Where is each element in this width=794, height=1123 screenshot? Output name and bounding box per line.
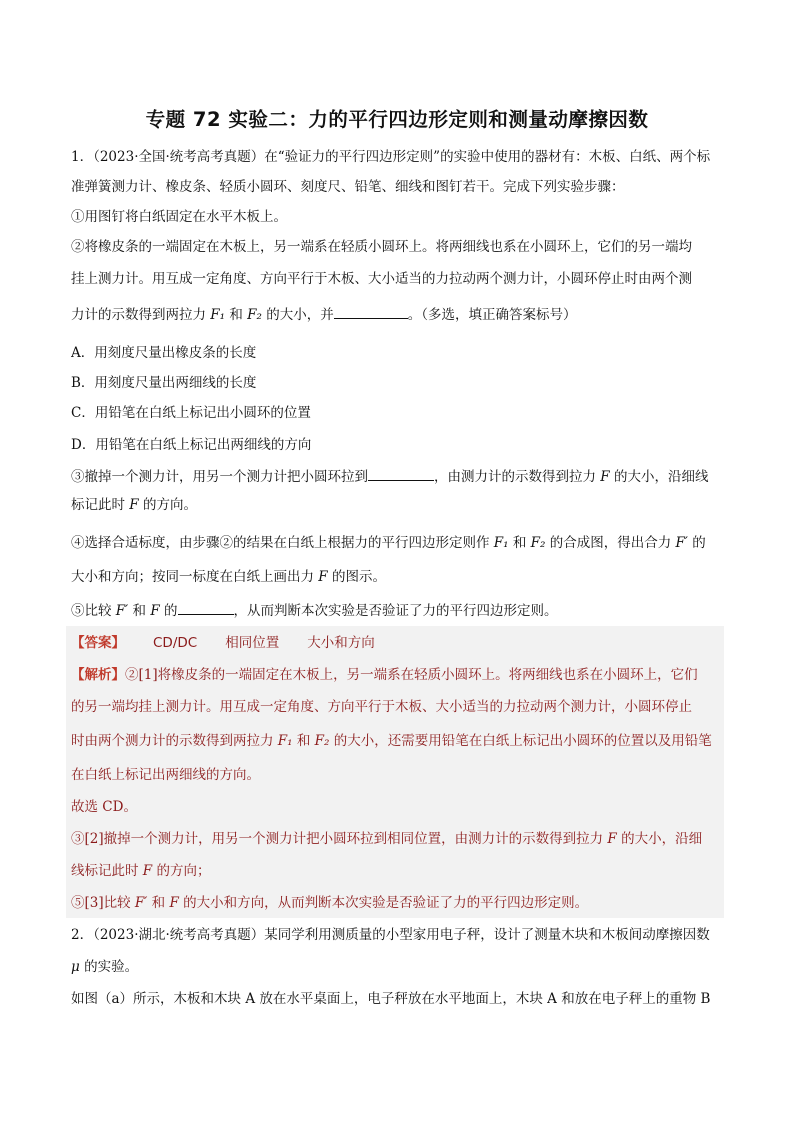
answer-blank-2[interactable]: [368, 466, 434, 481]
q1-step-4-line-2: 大小和方向；按同一标度在白纸上画出力 F 的图示。: [71, 569, 386, 585]
answer-item-3: 大小和方向: [307, 635, 375, 651]
var-f2: F₂: [247, 307, 262, 323]
option-c: C．用铅笔在白纸上标记出小圆环的位置: [71, 405, 311, 421]
analysis-line-3: 时由两个测力计的示数得到两拉力 F₁ 和 F₂ 的大小，还需要用铅笔在白纸上标记出小圆环的位置以及用铅笔: [71, 733, 712, 749]
analysis-line-5: 故选 CD。: [71, 799, 137, 815]
q2-line-2: μ 的实验。: [71, 959, 139, 975]
q2-line-3: 如图（a）所示，木板和木块 A 放在水平桌面上，电子秤放在水平地面上，木块 A 和放在电子秤上的重物 B: [71, 991, 711, 1007]
var-f1: F₁: [210, 307, 226, 323]
analysis-line-2: 的另一端均挂上测力计。用互成一定角度、方向平行于木板、大小适当的力拉动两个测力计，小圆环停止: [71, 699, 692, 715]
analysis-line-8: ⑤[3]比较 F′ 和 F 的大小和方向，从而判断本次实验是否验证了力的平行四边形定则。: [71, 895, 589, 911]
answer-blank-3[interactable]: [178, 600, 234, 615]
page-title: 专题 72 实验二：力的平行四边形定则和测量动摩擦因数: [145, 108, 649, 131]
answer-tag: 【答案】: [71, 635, 125, 651]
option-d: D．用铅笔在白纸上标记出两细线的方向: [71, 437, 312, 453]
q1-step-2-line-3: 力计的示数得到两拉力 F₁ 和 F₂ 的大小，并 。（多选，填正确答案标号）: [71, 304, 731, 324]
q1-step-2-line-2: 挂上测力计。用互成一定角度、方向平行于木板、大小适当的力拉动两个测力计，小圆环停止时由两个测: [71, 271, 692, 287]
var-mu: μ: [71, 959, 80, 975]
q1-step-5: ⑤比较 F′ 和 F 的 ，从而判断本次实验是否验证了力的平行四边形定则。: [71, 600, 731, 620]
analysis-line-6: ③[2]撤掉一个测力计，用另一个测力计把小圆环拉到相同位置，由测力计的示数得到拉力 F 的大小，沿细: [71, 831, 703, 847]
q1-step-3-line-1: ③撤掉一个测力计，用另一个测力计把小圆环拉到 ，由测力计的示数得到拉力 F 的大小，沿细线: [71, 466, 731, 486]
q1-step-3-line-2: 标记此时 F 的方向。: [71, 497, 197, 513]
q1-step-4-line-1: ④选择合适标度，由步骤②的结果在白纸上根据力的平行四边形定则作 F₁ 和 F₂ 的合成图，得出合力 F′ 的: [71, 535, 706, 551]
analysis-line-7: 线标记此时 F 的方向；: [71, 863, 211, 879]
q2-line-1: 2．（2023·湖北·统考高考真题）某同学利用测质量的小型家用电子秤，设计了测量木块和木板间动摩擦因数: [71, 927, 710, 943]
q1-line-1: 1．（2023·全国·统考高考真题）在“验证力的平行四边形定则”的实验中使用的器材有：木板、白纸、两个标: [71, 149, 711, 165]
analysis-line-1: 【解析】②[1]将橡皮条的一端固定在木板上，另一端系在轻质小圆环上。将两细线也系在小圆环上，它们: [71, 667, 698, 683]
answer-blank-1[interactable]: [334, 304, 408, 319]
analysis-tag: 【解析】: [71, 667, 125, 683]
answer-line: [71, 634, 731, 652]
q1-step-2-line-1: ②将橡皮条的一端固定在木板上，另一端系在轻质小圆环上。将两细线也系在小圆环上，它们的另一端均: [71, 239, 692, 255]
analysis-line-4: 在白纸上标记出两细线的方向。: [71, 767, 260, 783]
option-a: A．用刻度尺量出橡皮条的长度: [71, 345, 257, 361]
option-b: B．用刻度尺量出两细线的长度: [71, 375, 257, 391]
answer-item-2: 相同位置: [225, 635, 280, 651]
answer-item-1: CD/DC: [153, 635, 198, 651]
q1-step-1: ①用图钉将白纸固定在水平木板上。: [71, 209, 287, 225]
q1-line-2: 准弹簧测力计、橡皮条、轻质小圆环、刻度尺、铅笔、细线和图钉若干。完成下列实验步骤：: [71, 179, 625, 195]
